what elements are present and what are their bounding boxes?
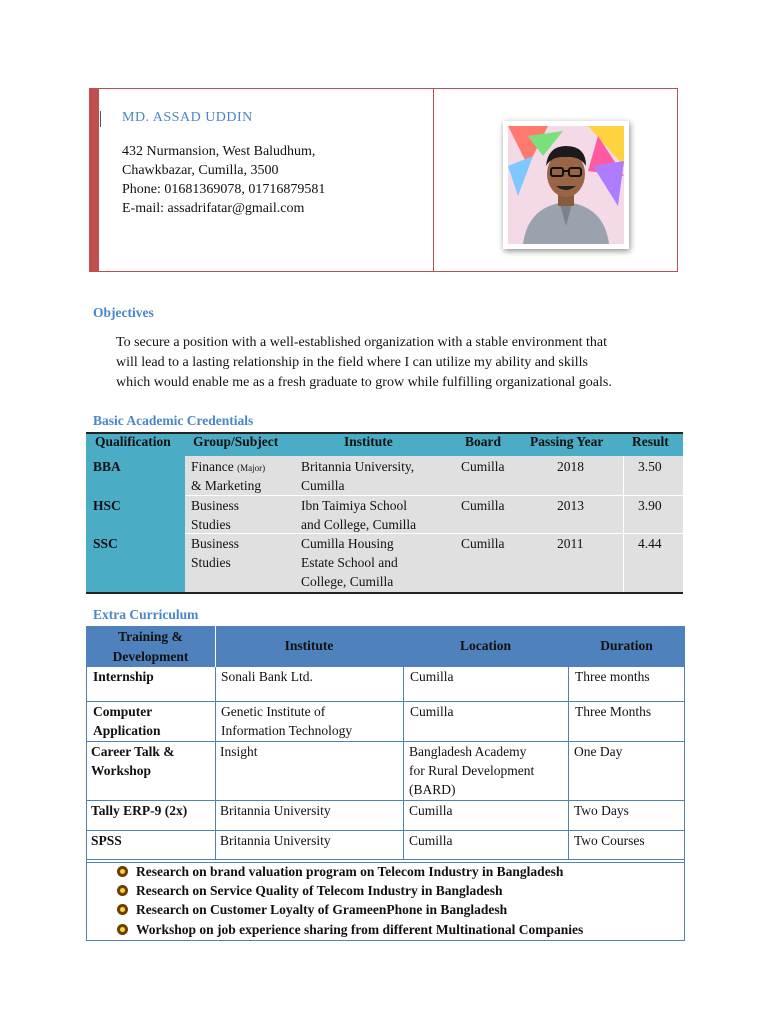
institute-line: Cumilla Housing bbox=[301, 536, 394, 551]
address-line-1: 432 Nurmansion, West Baludhum, bbox=[122, 144, 316, 159]
research-item bbox=[117, 883, 503, 899]
training-duration: One Day bbox=[574, 744, 623, 759]
training-name: Tally ERP-9 (2x) bbox=[91, 803, 188, 818]
group-line: Finance bbox=[191, 459, 234, 474]
phone-line: Phone: 01681369078, 01716879581 bbox=[122, 182, 326, 197]
training-name: Career Talk & bbox=[91, 744, 175, 759]
row-result: 3.50 bbox=[638, 459, 662, 474]
row-result: 4.44 bbox=[638, 536, 662, 551]
training-location: Bangladesh Academy bbox=[409, 744, 527, 759]
col-training-line: Training & bbox=[118, 629, 183, 644]
group-note: (Major) bbox=[237, 463, 266, 473]
institute-line: Estate School and bbox=[301, 555, 398, 570]
header-divider bbox=[433, 89, 434, 271]
training-name: Internship bbox=[93, 669, 154, 684]
bullet-icon bbox=[117, 924, 128, 935]
email-line: E-mail: assadrifatar@gmail.com bbox=[122, 201, 305, 216]
training-institute: Genetic Institute of bbox=[221, 704, 326, 719]
training-location: for Rural Development bbox=[409, 763, 535, 778]
training-name: SPSS bbox=[91, 833, 122, 848]
training-location: Cumilla bbox=[409, 803, 453, 818]
training-institute: Sonali Bank Ltd. bbox=[221, 669, 313, 684]
address-line-2: Chawkbazar, Cumilla, 3500 bbox=[122, 163, 279, 178]
profile-photo-frame bbox=[503, 121, 629, 249]
training-location: Cumilla bbox=[410, 704, 454, 719]
col-ec-institute: Institute bbox=[284, 638, 334, 653]
row-year: 2013 bbox=[557, 498, 584, 513]
row-separator bbox=[185, 495, 683, 496]
objective-line: will lead to a lasting relationship in the field where I can utilize my ability and skills bbox=[116, 355, 588, 370]
training-location: Cumilla bbox=[410, 669, 454, 684]
objective-line: To secure a position with a well-established organization with a stable environment that bbox=[116, 335, 607, 350]
institute-line: and College, Cumilla bbox=[301, 517, 417, 532]
research-text: Research on Customer Loyalty of GrameenPhone in Bangladesh bbox=[136, 902, 508, 917]
col-board: Board bbox=[465, 434, 502, 449]
training-institute: Information Technology bbox=[221, 723, 353, 738]
training-institute: Insight bbox=[220, 744, 258, 759]
research-item bbox=[117, 922, 583, 938]
ec-bottom-border bbox=[86, 940, 685, 941]
research-text: Research on brand valuation program on Telecom Industry in Bangladesh bbox=[136, 864, 564, 879]
header-separator bbox=[215, 626, 216, 667]
ec-left-border bbox=[86, 626, 87, 941]
col-training bbox=[86, 627, 215, 667]
ec-col-border bbox=[215, 667, 216, 860]
training-location: Cumilla bbox=[409, 833, 453, 848]
col-result: Result bbox=[632, 434, 669, 449]
row-qualification: BBA bbox=[93, 459, 121, 474]
result-col-separator bbox=[623, 456, 624, 593]
group-line: Business bbox=[191, 498, 240, 513]
col-location: Location bbox=[459, 638, 511, 653]
training-name: Workshop bbox=[91, 763, 152, 778]
profile-photo bbox=[508, 126, 624, 244]
header-accent-bar bbox=[90, 89, 99, 271]
col-institute: Institute bbox=[344, 434, 393, 449]
academic-bottom-rule bbox=[86, 592, 683, 594]
ec-row-border bbox=[86, 859, 685, 860]
research-item bbox=[117, 902, 507, 918]
row-board: Cumilla bbox=[461, 459, 505, 474]
training-location: (BARD) bbox=[409, 782, 456, 797]
col-training-line: Development bbox=[112, 649, 189, 664]
academic-title: Basic Academic Credentials bbox=[93, 413, 254, 428]
row-qualification: HSC bbox=[93, 498, 121, 513]
bullet-icon bbox=[117, 904, 128, 915]
qualification-column bbox=[86, 456, 185, 593]
row-year: 2011 bbox=[557, 536, 584, 551]
row-board: Cumilla bbox=[461, 498, 505, 513]
extra-title: Extra Curriculum bbox=[93, 607, 199, 622]
applicant-name: MD. ASSAD UDDIN bbox=[122, 110, 253, 125]
row-group bbox=[191, 457, 265, 478]
training-institute: Britannia University bbox=[220, 803, 331, 818]
text-cursor-mark bbox=[100, 111, 101, 127]
row-result: 3.90 bbox=[638, 498, 662, 513]
objective-paragraph bbox=[116, 333, 676, 393]
institute-line: Britannia University, bbox=[301, 459, 415, 474]
row-year: 2018 bbox=[557, 459, 584, 474]
bullet-icon bbox=[117, 866, 128, 877]
ec-row-border bbox=[86, 862, 685, 863]
group-line: Studies bbox=[191, 517, 231, 532]
training-duration: Two Days bbox=[574, 803, 629, 818]
training-duration: Two Courses bbox=[574, 833, 645, 848]
group-line: & Marketing bbox=[191, 478, 262, 493]
institute-line: Ibn Taimiya School bbox=[301, 498, 408, 513]
training-institute: Britannia University bbox=[220, 833, 331, 848]
objective-line: which would enable me as a fresh graduate to grow while fulfilling organizational goals. bbox=[116, 375, 612, 390]
col-qualification: Qualification bbox=[95, 434, 171, 449]
training-name: Computer bbox=[93, 704, 153, 719]
bullet-icon bbox=[117, 885, 128, 896]
row-board: Cumilla bbox=[461, 536, 505, 551]
objectives-title: Objectives bbox=[93, 305, 154, 320]
ec-right-border bbox=[684, 626, 685, 941]
institute-line: Cumilla bbox=[301, 478, 345, 493]
ec-col-border bbox=[403, 667, 404, 860]
research-text: Workshop on job experience sharing from different Multinational Companies bbox=[136, 922, 584, 937]
institute-line: College, Cumilla bbox=[301, 574, 394, 589]
training-duration: Three Months bbox=[575, 704, 652, 719]
research-item bbox=[117, 864, 563, 880]
col-group: Group/Subject bbox=[193, 434, 279, 449]
row-separator bbox=[185, 533, 683, 534]
training-name: Application bbox=[93, 723, 161, 738]
col-passing-year: Passing Year bbox=[530, 434, 604, 449]
training-duration: Three months bbox=[575, 669, 650, 684]
group-line: Studies bbox=[191, 555, 231, 570]
group-line: Business bbox=[191, 536, 240, 551]
col-duration: Duration bbox=[600, 638, 653, 653]
research-text: Research on Service Quality of Telecom Industry in Bangladesh bbox=[136, 883, 503, 898]
row-qualification: SSC bbox=[93, 536, 118, 551]
ec-col-border bbox=[568, 667, 569, 860]
